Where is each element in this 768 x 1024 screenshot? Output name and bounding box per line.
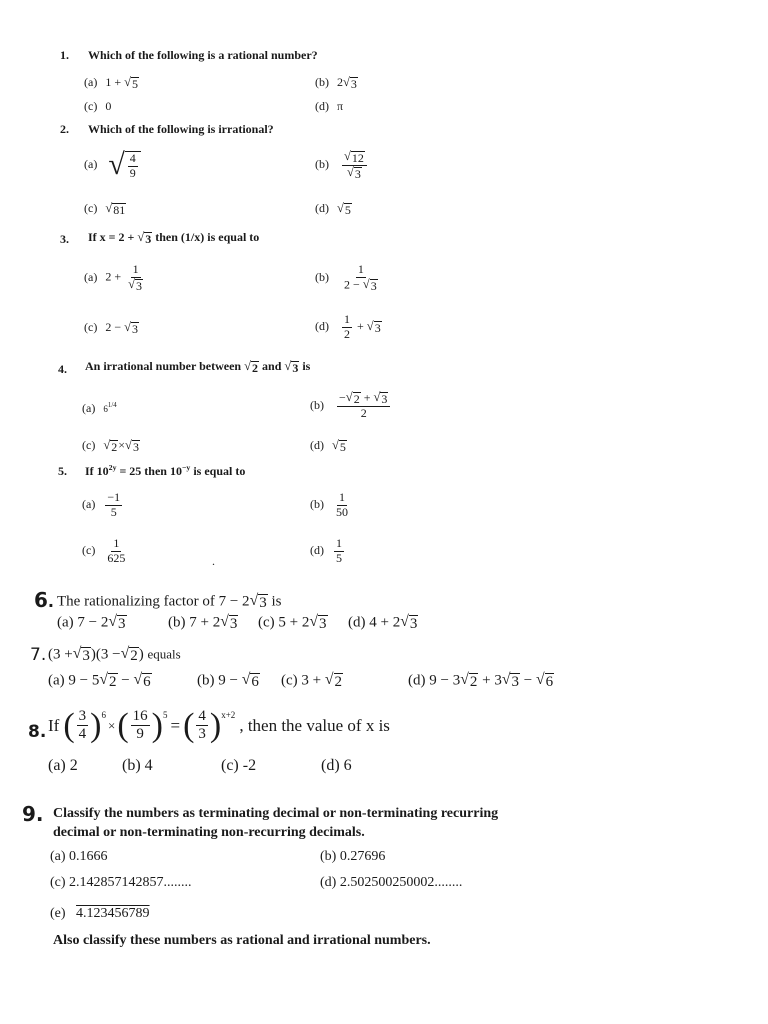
q4-text: An irrational number between √ 2 and √ 3 is: [85, 358, 311, 375]
q3-number: 3.: [60, 232, 69, 246]
q2-option-b: (b) √ 12 √ 3: [315, 150, 369, 181]
q4-option-d: (d) √ 5: [310, 437, 346, 454]
q5-option-d: (d) $\frac{1}{5}$: [310, 536, 342, 565]
q8-option-a: (a) 2: [48, 757, 78, 774]
q9-option-a: (a) 0.1666: [50, 849, 108, 864]
q4-option-a: (a) $6^{1/4}$: [82, 401, 117, 415]
q3-text: If x = 2 + √ 3 then (1/x) is equal to: [88, 229, 260, 246]
q4-option-b: (b) − √ 2 + √ 3 2: [310, 391, 392, 421]
q9-option-c: (c) 2.142857142857........: [50, 875, 192, 890]
q6-option-d: (d) 4 + 2 √ 3: [348, 613, 418, 632]
q6-option-a: (a) 7 − 2 √ 3: [57, 613, 126, 632]
q6-number: 6.: [34, 588, 54, 612]
q9-option-d: (d) 2.502500250002........: [320, 875, 463, 890]
q7-option-d: (d) 9 − 3 √ 2 + 3 √ 3 − √ 6: [408, 671, 554, 690]
q2-text: Which of the following is irrational?: [88, 122, 274, 136]
q2-option-d: (d) √ 5: [315, 200, 351, 217]
q9-option-b: (b) 0.27696: [320, 849, 386, 864]
q1-text: Which of the following is a rational number?: [88, 48, 318, 62]
q7-text: (3 + √ 3 )(3 − √ 2 ) equals: [48, 645, 181, 664]
q8-option-c: (c) -2: [221, 757, 257, 774]
q4-option-c: (c) √ 2 × √ 3: [82, 437, 139, 454]
q1-option-d: (d) π: [315, 99, 344, 113]
q6-option-b: (b) 7 + 2 √ 3: [168, 613, 238, 632]
q9-number: 9.: [22, 802, 44, 826]
q4-number: 4.: [58, 362, 67, 376]
q9-text-line2: decimal or non-terminating non-recurring decimals.: [53, 825, 365, 840]
q1-number: 1.: [60, 48, 69, 62]
q3-option-b: (b) 1 2 − √ 3: [315, 262, 377, 293]
q5-option-c: (c) $\frac{1}{625}$: [82, 536, 126, 565]
q6-text: The rationalizing factor of 7 − 2 √ 3 is: [57, 592, 282, 611]
q6-option-c: (c) 5 + 2 √ 3: [258, 613, 327, 632]
q8-text: If ( $\frac{3}{4}$ ) $^6$ × ( $\frac{16}{9}$ ) $^5$ = ( $\frac{4}{3}$ ) $^{x+2}$ , then the value of x is: [48, 706, 390, 744]
q9-option-e: (e) 4.123456789: [50, 906, 150, 921]
q5-option-a: (a) $\frac{-1}{5}$: [82, 490, 121, 519]
q8-number: 8.: [28, 722, 47, 742]
q2-number: 2.: [60, 122, 69, 136]
q9-text-line1: Classify the numbers as terminating decimal or non-terminating recurring: [53, 806, 499, 821]
q7-option-a: (a) 9 − 5 √ 2 − √ 6: [48, 671, 151, 690]
q8-option-d: (d) 6: [321, 757, 352, 774]
q3-option-d: (d) $\frac{1}{2}$ + √ 3: [315, 312, 381, 341]
q5-number: 5.: [58, 464, 67, 478]
q3-option-c: (c) 2 − √ 3: [84, 319, 139, 336]
q2-option-c: (c) √ 81: [84, 200, 126, 217]
q9-footer: Also classify these numbers as rational and irrational numbers.: [53, 933, 431, 948]
q1-option-c: (c) 0: [84, 99, 112, 113]
q1-option-b: (b) 2 √ 3: [315, 74, 357, 91]
q5-option-b: (b) $\frac{1}{50}$: [310, 490, 348, 519]
q5-stray-dot: .: [212, 554, 215, 568]
q7-number: 7.: [30, 645, 47, 665]
q3-option-a: (a) 2 + 1 √ 3: [84, 262, 143, 293]
q1-option-a: (a) 1 + √ 5: [84, 74, 139, 91]
q5-text: If $10^{2y} = 25$ then $10^{-y}$ is equal to: [85, 463, 246, 478]
q2-option-a: (a) √ $\frac{4}{9}$: [84, 150, 141, 181]
q7-option-b: (b) 9 − √ 6: [197, 671, 259, 690]
q7-option-c: (c) 3 + √ 2: [281, 671, 343, 690]
q8-option-b: (b) 4: [122, 757, 153, 774]
